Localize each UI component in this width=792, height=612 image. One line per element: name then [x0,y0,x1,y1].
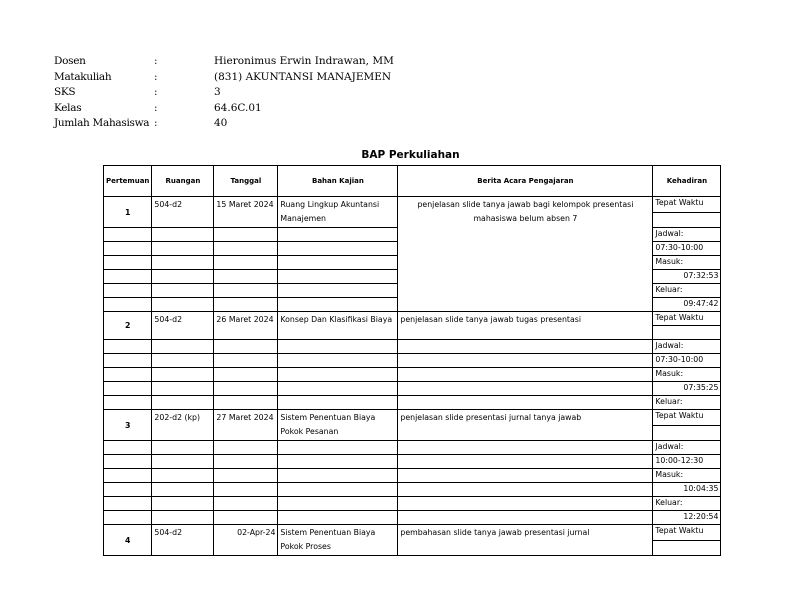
empty-cell [214,368,278,382]
empty-cell [152,455,214,469]
empty-cell [278,284,398,298]
empty-cell [104,228,152,242]
empty-cell [104,455,152,469]
attendance-blank [653,425,721,441]
table-row [104,469,721,483]
info-label: SKS [54,86,76,98]
info-label: Dosen [54,55,86,67]
session-date: 27 Maret 2024 [214,410,278,441]
session-room: 504-d2 [152,312,214,340]
empty-cell [104,511,152,525]
empty-cell [278,256,398,270]
empty-cell [278,242,398,256]
empty-cell [152,441,214,455]
empty-cell [104,396,152,410]
session-topic: Sistem Penentuan Biaya Pokok Pesanan [278,410,398,441]
empty-cell [278,511,398,525]
schedule-label: Jadwal: [653,441,721,455]
column-header-bahan-kajian: Bahan Kajian [278,166,398,197]
table-row [104,312,721,326]
session-number: 4 [104,525,152,556]
empty-cell [214,228,278,242]
schedule-value: 07:30-10:00 [653,354,721,368]
empty-cell [152,469,214,483]
empty-cell [278,469,398,483]
session-topic: Ruang Lingkup Akuntansi Manajemen [278,197,398,228]
empty-cell [214,284,278,298]
session-room: 202-d2 (kp) [152,410,214,441]
table-row [104,354,721,368]
attendance-status: Tepat Waktu [653,312,721,326]
table-row [104,382,721,396]
empty-cell [152,284,214,298]
session-date: 02-Apr-24 [214,525,278,556]
session-date: 15 Maret 2024 [214,197,278,228]
empty-cell [104,382,152,396]
empty-cell [398,483,653,497]
session-room: 504-d2 [152,197,214,228]
session-room: 504-d2 [152,525,214,556]
empty-cell [104,284,152,298]
empty-cell [278,354,398,368]
empty-cell [152,511,214,525]
info-colon: : [154,117,158,129]
table-row [104,340,721,354]
empty-cell [214,354,278,368]
info-colon: : [154,86,158,98]
table-row [104,483,721,497]
table-row [104,197,721,213]
info-label: Kelas [54,101,82,114]
empty-cell [152,256,214,270]
attendance-blank [653,540,721,556]
session-number: 3 [104,410,152,441]
empty-cell [152,340,214,354]
empty-cell [104,340,152,354]
table-row [104,497,721,511]
empty-cell [214,441,278,455]
session-date: 26 Maret 2024 [214,312,278,340]
check-out-time: 12:20:54 [653,511,721,525]
info-value: Hieronimus Erwin Indrawan, MM [214,55,394,67]
check-in-time: 07:35:25 [653,382,721,396]
empty-cell [152,368,214,382]
empty-cell [152,396,214,410]
empty-cell [104,469,152,483]
session-topic: Sistem Penentuan Biaya Pokok Proses [278,525,398,556]
check-out-label: Keluar: [653,396,721,410]
table-row [104,525,721,541]
attendance-status: Tepat Waktu [653,410,721,426]
table-row [104,455,721,469]
empty-cell [398,368,653,382]
session-topic: Konsep Dan Klasifikasi Biaya [278,312,398,340]
session-report: penjelasan slide tanya jawab tugas presentasi [398,312,653,340]
empty-cell [278,396,398,410]
empty-cell [104,368,152,382]
table-row [104,441,721,455]
session-number: 2 [104,312,152,340]
empty-cell [278,455,398,469]
empty-cell [104,242,152,256]
check-in-time: 10:04:35 [653,483,721,497]
empty-cell [398,396,653,410]
empty-cell [104,270,152,284]
empty-cell [152,242,214,256]
empty-cell [398,340,653,354]
attendance-blank [653,326,721,340]
info-value: 3 [214,86,221,98]
schedule-value: 10:00-12:30 [653,455,721,469]
info-value: 40 [214,117,228,129]
session-report: pembahasan slide tanya jawab presentasi jurnal [398,525,653,556]
bap-table [103,165,721,556]
check-in-time: 07:32:53 [653,270,721,284]
empty-cell [152,228,214,242]
empty-cell [214,483,278,497]
column-header-pertemuan: Pertemuan [104,166,152,197]
info-colon: : [154,70,158,83]
check-in-label: Masuk: [653,256,721,270]
empty-cell [214,298,278,312]
schedule-label: Jadwal: [653,340,721,354]
check-in-label: Masuk: [653,368,721,382]
table-row [104,396,721,410]
empty-cell [152,298,214,312]
empty-cell [214,270,278,284]
empty-cell [104,441,152,455]
empty-cell [152,483,214,497]
check-out-time: 09:47:42 [653,298,721,312]
schedule-value: 07:30-10:00 [653,242,721,256]
empty-cell [104,497,152,511]
table-row [104,368,721,382]
attendance-status: Tepat Waktu [653,197,721,213]
check-out-label: Keluar: [653,497,721,511]
column-header-kehadiran: Kehadiran [653,166,721,197]
empty-cell [152,497,214,511]
info-value: (831) AKUNTANSI MANAJEMEN [214,70,392,83]
session-report: penjelasan slide presentasi jurnal tanya jawab [398,410,653,441]
empty-cell [152,382,214,396]
empty-cell [104,298,152,312]
empty-cell [398,455,653,469]
info-label: Jumlah Mahasiswa [54,117,150,129]
check-out-label: Keluar: [653,284,721,298]
empty-cell [214,340,278,354]
empty-cell [278,441,398,455]
table-row [104,511,721,525]
empty-cell [278,298,398,312]
empty-cell [398,441,653,455]
empty-cell [278,270,398,284]
attendance-status: Tepat Waktu [653,525,721,541]
empty-cell [152,354,214,368]
empty-cell [214,469,278,483]
schedule-label: Jadwal: [653,228,721,242]
empty-cell [278,340,398,354]
empty-cell [104,483,152,497]
column-header-tanggal: Tanggal [214,166,278,197]
column-header-ruangan: Ruangan [152,166,214,197]
empty-cell [278,368,398,382]
empty-cell [278,483,398,497]
empty-cell [104,354,152,368]
empty-cell [398,469,653,483]
empty-cell [398,382,653,396]
empty-cell [398,511,653,525]
check-in-label: Masuk: [653,469,721,483]
empty-cell [152,270,214,284]
empty-cell [214,382,278,396]
page-title: BAP Perkuliahan [361,149,460,161]
empty-cell [214,256,278,270]
empty-cell [398,497,653,511]
info-colon: : [154,55,158,67]
empty-cell [278,228,398,242]
empty-cell [214,396,278,410]
empty-cell [214,242,278,256]
session-report: penjelasan slide tanya jawab bagi kelompok presentasi mahasiswa belum absen 7 [398,197,653,312]
empty-cell [398,354,653,368]
empty-cell [278,497,398,511]
table-row [104,410,721,426]
attendance-blank [653,212,721,228]
info-value: 64.6C.01 [214,101,262,114]
table-header-row [104,166,721,197]
empty-cell [278,382,398,396]
column-header-berita-acara: Berita Acara Pengajaran [398,166,653,197]
info-label: Matakuliah [54,70,112,83]
empty-cell [214,497,278,511]
session-number: 1 [104,197,152,228]
info-colon: : [154,101,158,114]
empty-cell [214,511,278,525]
empty-cell [214,455,278,469]
empty-cell [104,256,152,270]
